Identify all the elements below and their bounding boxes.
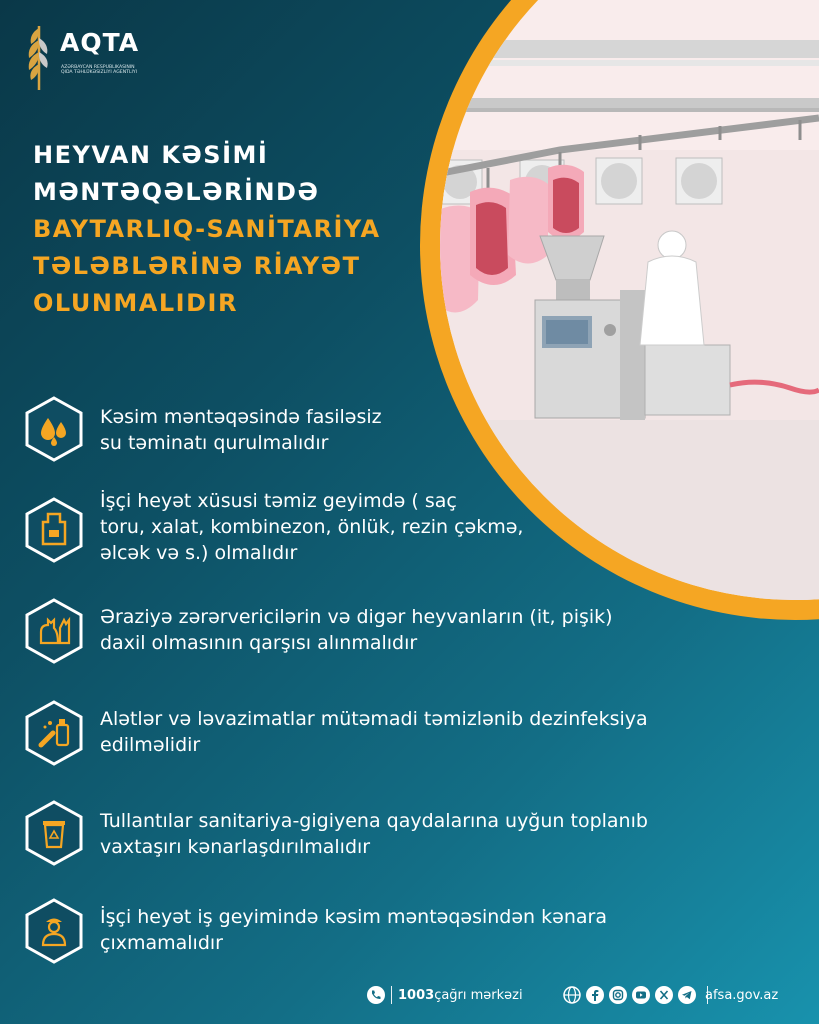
list-item-line: Kəsim məntəqəsində fasiləsiz	[100, 406, 382, 428]
footer	[0, 982, 819, 1012]
list-item-line: əlcək və s.) olmalıdır	[100, 542, 298, 564]
list-item-line: Alətlər və ləvazimatlar mütəmadi təmizlənib dezinfeksiya	[100, 708, 648, 730]
wheat-logo-icon	[22, 18, 56, 92]
call-number: 1003	[398, 987, 435, 1003]
list-item-line: Tullantılar sanitariya-gigiyena qaydalarına uyğun toplanıb	[100, 810, 648, 832]
facebook-icon[interactable]	[586, 986, 604, 1004]
phone-icon	[367, 986, 385, 1004]
list-item-line: edilməlidir	[100, 734, 201, 756]
list-item-line: İşçi heyət iş geyimində kəsim məntəqəsindən kənara	[100, 906, 607, 928]
call-label: çağrı mərkəzi	[434, 987, 523, 1003]
list-item-line: Əraziyə zərərvericilərin və digər heyvanların (it, pişik)	[100, 606, 613, 628]
x-icon[interactable]	[655, 986, 673, 1004]
website-link[interactable]: afsa.gov.az	[705, 988, 779, 1003]
list-item-line: vaxtaşırı kənarlaşdırılmalıdır	[100, 836, 371, 858]
headline-line-5: OLUNMALIDIR	[33, 289, 238, 317]
footer-divider	[391, 986, 392, 1004]
telegram-icon[interactable]	[678, 986, 696, 1004]
list-item-line: çıxmamalıdır	[100, 932, 223, 954]
list-item-line: daxil olmasının qarşısı alınmalıdır	[100, 632, 418, 654]
instagram-icon[interactable]	[609, 986, 627, 1004]
headline	[33, 137, 413, 322]
headline-line-2: MƏNTƏQƏLƏRİNDƏ	[33, 178, 320, 206]
logo-name: AQTA	[60, 28, 140, 57]
youtube-icon[interactable]	[632, 986, 650, 1004]
headline-line-4: TƏLƏBLƏRİNƏ RİAYƏT	[33, 252, 361, 280]
list-item-line: İşçi heyət xüsusi təmiz geyimdə ( saç	[100, 490, 457, 512]
list-item-line: toru, xalat, kombinezon, önlük, rezin çəkmə,	[100, 516, 524, 538]
call-center[interactable]	[367, 986, 523, 1004]
headline-line-1: HEYVAN KƏSİMİ	[33, 141, 269, 169]
headline-line-3: BAYTARLIQ-SANİTARİYA	[33, 215, 381, 243]
globe-icon[interactable]	[563, 986, 581, 1004]
social-links	[563, 986, 714, 1004]
logo-subtitle: AZƏRBAYCAN RESPUBLIKASININ QIDA TƏHLÜKƏSIZLIYI AGENTLIYI	[61, 65, 138, 76]
agency-logo	[22, 18, 152, 98]
list-item-line: su təminatı qurulmalıdır	[100, 432, 329, 454]
